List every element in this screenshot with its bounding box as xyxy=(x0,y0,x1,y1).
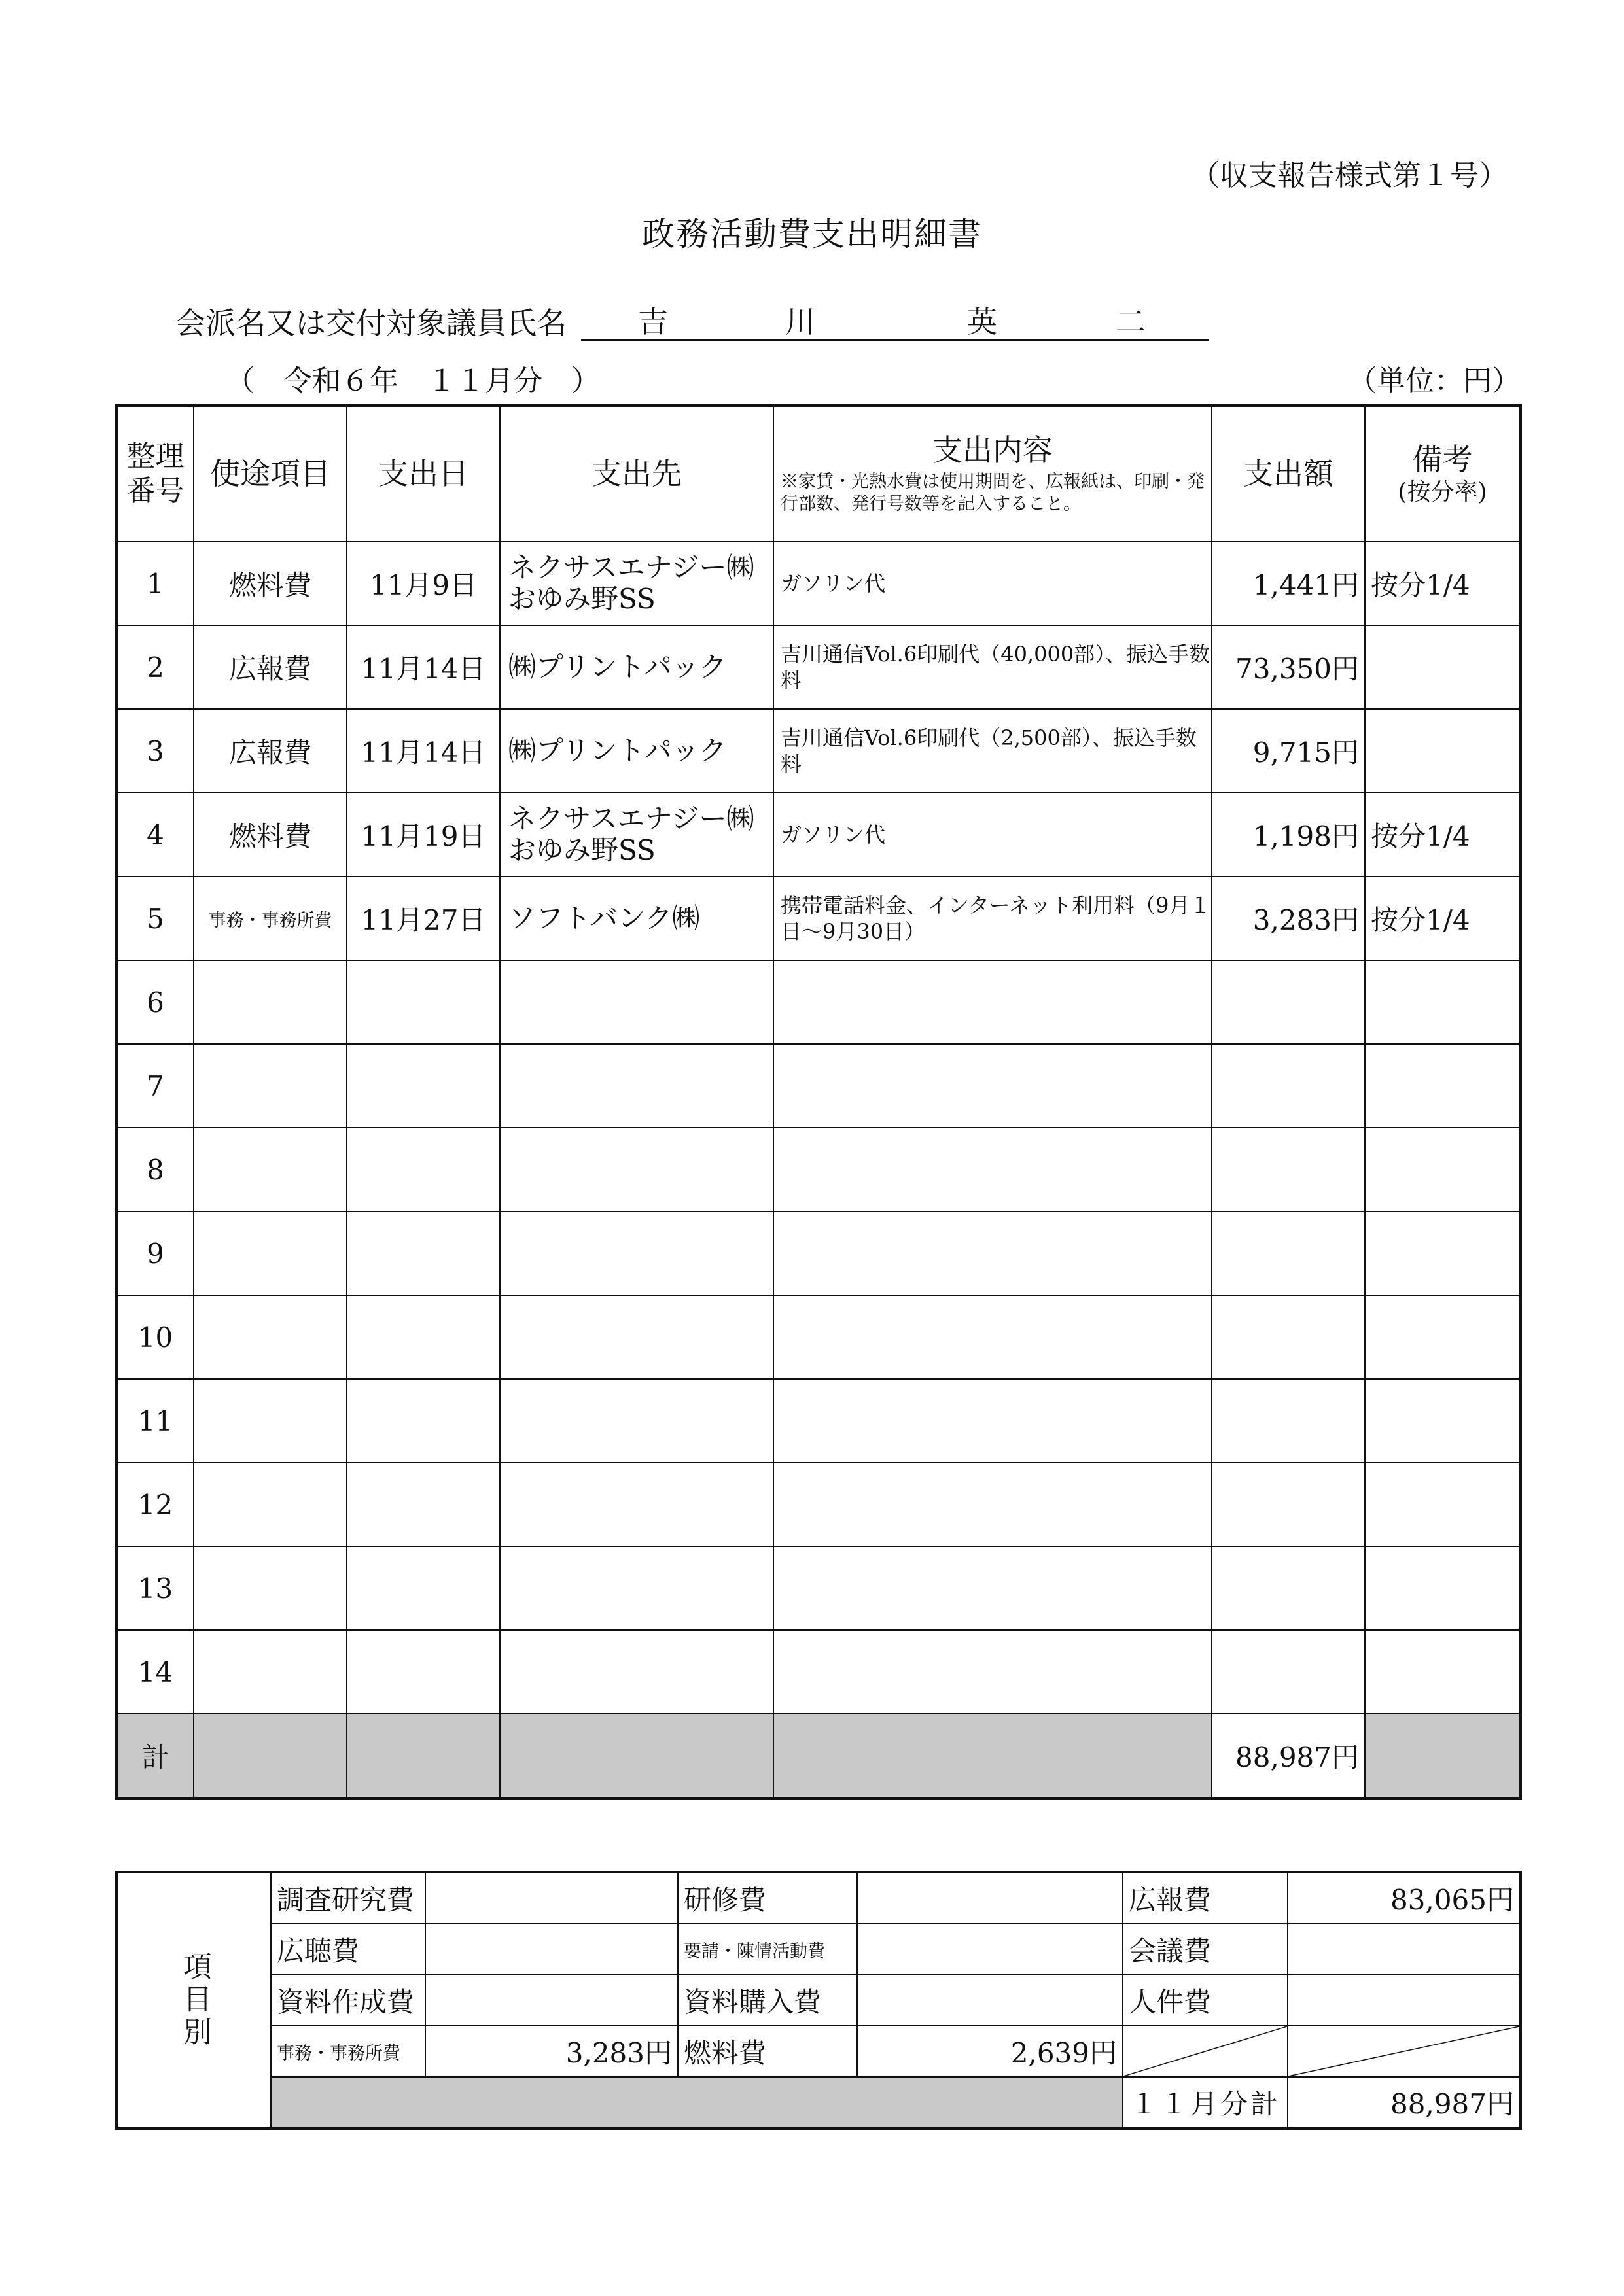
cell-date: 11月14日 xyxy=(347,709,500,793)
cell-date xyxy=(347,1379,500,1463)
header-note-title: 備考 xyxy=(1412,442,1473,478)
header-content xyxy=(773,406,1212,542)
cell-note xyxy=(1365,1379,1521,1463)
cell-amount xyxy=(1212,1379,1365,1463)
header-note xyxy=(1365,406,1521,542)
table-row xyxy=(116,1044,1521,1128)
table-header-row xyxy=(116,406,1521,542)
cell-date xyxy=(347,1128,500,1211)
diagonal-slash xyxy=(1288,2026,1519,2076)
cell-no: 13 xyxy=(116,1546,194,1630)
cell-note xyxy=(1365,1463,1521,1546)
cell-payee: ソフトバンク㈱ xyxy=(500,877,773,960)
cell-amount: 1,198円 xyxy=(1212,793,1365,877)
cell-content xyxy=(773,1295,1212,1379)
header-note-sub: (按分率) xyxy=(1398,478,1487,506)
cell-date xyxy=(347,1630,500,1714)
cell-no: 4 xyxy=(116,793,194,877)
cell-category xyxy=(194,1128,347,1211)
name-char-4: 二 xyxy=(1116,304,1146,339)
name-char-3: 英 xyxy=(967,304,997,339)
summary-value: 2,639円 xyxy=(857,2026,1123,2077)
cell-note xyxy=(1365,1546,1521,1630)
summary-row xyxy=(116,2077,1521,2129)
cell-no: 8 xyxy=(116,1128,194,1211)
cell-content xyxy=(773,1463,1212,1546)
cell-category xyxy=(194,1295,347,1379)
cell-content: ガソリン代 xyxy=(773,793,1212,877)
cell-category xyxy=(194,1463,347,1546)
cell-no: 7 xyxy=(116,1044,194,1128)
cell-category xyxy=(194,1546,347,1630)
cell-content: ガソリン代 xyxy=(773,542,1212,625)
cell-no: 10 xyxy=(116,1295,194,1379)
month-total-label: １１月分計 xyxy=(1123,2077,1288,2129)
table-row xyxy=(116,709,1521,793)
summary-label: 燃料費 xyxy=(678,2026,857,2077)
cell-amount xyxy=(1212,1463,1365,1546)
cell-note: 按分1/4 xyxy=(1365,542,1521,625)
summary-value xyxy=(425,1924,678,1975)
summary-label: 資料購入費 xyxy=(678,1975,857,2026)
cell-note: 按分1/4 xyxy=(1365,793,1521,877)
total-amount: 88,987円 xyxy=(1212,1714,1365,1798)
cell-content xyxy=(773,1128,1212,1211)
diagonal-slash xyxy=(1123,2026,1287,2076)
cell-date: 11月27日 xyxy=(347,877,500,960)
cell-category xyxy=(194,1379,347,1463)
cell-content xyxy=(773,1630,1212,1714)
name-underline xyxy=(581,339,1209,341)
name-char-2: 川 xyxy=(785,304,815,339)
expenditure-table xyxy=(115,404,1522,1800)
cell-category: 事務・事務所費 xyxy=(194,877,347,960)
name-char-1: 吉 xyxy=(638,304,668,339)
header-content-title: 支出内容 xyxy=(932,432,1053,468)
cell-payee xyxy=(500,960,773,1044)
summary-shaded-area xyxy=(271,2077,1123,2129)
cell-category: 燃料費 xyxy=(194,542,347,625)
summary-value xyxy=(1288,1975,1521,2026)
summary-value xyxy=(857,1872,1123,1924)
cell-payee xyxy=(500,1379,773,1463)
month-total-value: 88,987円 xyxy=(1288,2077,1521,2129)
header-payee: 支出先 xyxy=(500,406,773,542)
cell-note xyxy=(1365,1044,1521,1128)
cell-payee: ネクサスエナジー㈱おゆみ野SS xyxy=(500,793,773,877)
cell-no: 12 xyxy=(116,1463,194,1546)
table-row xyxy=(116,1295,1521,1379)
header-category: 使途項目 xyxy=(194,406,347,542)
cell-note xyxy=(1365,625,1521,709)
cell-category xyxy=(194,1630,347,1714)
cell-note xyxy=(1365,1295,1521,1379)
cell-date: 11月14日 xyxy=(347,625,500,709)
cell-date xyxy=(347,1546,500,1630)
cell-date xyxy=(347,1211,500,1295)
table-row xyxy=(116,1546,1521,1630)
cell-date xyxy=(347,1044,500,1128)
cell-amount xyxy=(1212,1128,1365,1211)
cell-payee: ㈱プリントパック xyxy=(500,625,773,709)
summary-label: 広報費 xyxy=(1123,1872,1288,1924)
cell-date xyxy=(347,960,500,1044)
cell-amount xyxy=(1212,1044,1365,1128)
cell-category: 燃料費 xyxy=(194,793,347,877)
summary-value xyxy=(425,1872,678,1924)
report-period: （ 令和６年 １１月分 ） xyxy=(226,364,600,398)
name-label: 会派名又は交付対象議員氏名 xyxy=(175,305,567,341)
cell-amount: 9,715円 xyxy=(1212,709,1365,793)
total-shaded-cell xyxy=(500,1714,773,1798)
summary-value: 83,065円 xyxy=(1288,1872,1521,1924)
cell-payee: ネクサスエナジー㈱おゆみ野SS xyxy=(500,542,773,625)
summary-row xyxy=(116,2026,1521,2077)
header-amount: 支出額 xyxy=(1212,406,1365,542)
cell-content xyxy=(773,1211,1212,1295)
cell-no: 14 xyxy=(116,1630,194,1714)
cell-amount xyxy=(1212,960,1365,1044)
table-row xyxy=(116,1211,1521,1295)
cell-payee xyxy=(500,1295,773,1379)
cell-category: 広報費 xyxy=(194,709,347,793)
cell-no: 5 xyxy=(116,877,194,960)
summary-value: 3,283円 xyxy=(425,2026,678,2077)
total-row xyxy=(116,1714,1521,1798)
cell-payee xyxy=(500,1211,773,1295)
summary-value xyxy=(425,1975,678,2026)
form-number: （収支報告様式第１号） xyxy=(1191,159,1508,192)
summary-label: 要請・陳情活動費 xyxy=(678,1924,857,1975)
total-shaded-cell xyxy=(194,1714,347,1798)
cell-category: 広報費 xyxy=(194,625,347,709)
table-row xyxy=(116,542,1521,625)
category-summary-table xyxy=(115,1871,1522,2130)
cell-payee: ㈱プリントパック xyxy=(500,709,773,793)
summary-label: 資料作成費 xyxy=(271,1975,425,2026)
cell-content: 吉川通信Vol.6印刷代（2,500部）、振込手数料 xyxy=(773,709,1212,793)
cell-date: 11月9日 xyxy=(347,542,500,625)
total-label: 計 xyxy=(116,1714,194,1798)
total-shaded-cell xyxy=(1365,1714,1521,1798)
header-date: 支出日 xyxy=(347,406,500,542)
cell-note xyxy=(1365,709,1521,793)
cell-content xyxy=(773,1379,1212,1463)
cell-no: 6 xyxy=(116,960,194,1044)
cell-amount: 1,441円 xyxy=(1212,542,1365,625)
table-row xyxy=(116,1630,1521,1714)
crossed-out-cell xyxy=(1288,2026,1521,2077)
cell-no: 11 xyxy=(116,1379,194,1463)
table-row xyxy=(116,1463,1521,1546)
cell-date xyxy=(347,1463,500,1546)
cell-payee xyxy=(500,1128,773,1211)
cell-note xyxy=(1365,1128,1521,1211)
unit-label: （単位：円） xyxy=(1348,364,1521,398)
summary-label: 広聴費 xyxy=(271,1924,425,1975)
cell-category xyxy=(194,1044,347,1128)
cell-no: 3 xyxy=(116,709,194,793)
cell-no: 2 xyxy=(116,625,194,709)
total-shaded-cell xyxy=(347,1714,500,1798)
cell-no: 1 xyxy=(116,542,194,625)
header-content-note: ※家賃・光熱水費は使用期間を、広報紙は、印刷・発行部数、発行号数等を記入すること。 xyxy=(781,472,1205,515)
cell-date: 11月19日 xyxy=(347,793,500,877)
cell-payee xyxy=(500,1463,773,1546)
cell-content xyxy=(773,960,1212,1044)
crossed-out-cell xyxy=(1123,2026,1288,2077)
table-row xyxy=(116,877,1521,960)
summary-value xyxy=(1288,1924,1521,1975)
table-row xyxy=(116,960,1521,1044)
cell-amount: 3,283円 xyxy=(1212,877,1365,960)
table-row xyxy=(116,1128,1521,1211)
cell-amount: 73,350円 xyxy=(1212,625,1365,709)
cell-amount xyxy=(1212,1546,1365,1630)
cell-content xyxy=(773,1044,1212,1128)
cell-no: 9 xyxy=(116,1211,194,1295)
cell-note xyxy=(1365,1630,1521,1714)
cell-date xyxy=(347,1295,500,1379)
summary-side-label: 項目別 xyxy=(116,1872,271,2129)
cell-category xyxy=(194,1211,347,1295)
summary-row xyxy=(116,1924,1521,1975)
cell-note: 按分1/4 xyxy=(1365,877,1521,960)
summary-label: 人件費 xyxy=(1123,1975,1288,2026)
cell-content xyxy=(773,1546,1212,1630)
page-title: 政務活動費支出明細書 xyxy=(642,215,982,253)
summary-value xyxy=(857,1975,1123,2026)
cell-content: 携帯電話料金、インターネット利用料（9月１日～9月30日） xyxy=(773,877,1212,960)
cell-payee xyxy=(500,1546,773,1630)
cell-category xyxy=(194,960,347,1044)
cell-payee xyxy=(500,1044,773,1128)
total-shaded-cell xyxy=(773,1714,1212,1798)
summary-label: 研修費 xyxy=(678,1872,857,1924)
summary-label: 会議費 xyxy=(1123,1924,1288,1975)
summary-row xyxy=(116,1872,1521,1924)
summary-value xyxy=(857,1924,1123,1975)
table-row xyxy=(116,625,1521,709)
summary-row xyxy=(116,1975,1521,2026)
cell-note xyxy=(1365,960,1521,1044)
cell-note xyxy=(1365,1211,1521,1295)
header-no: 整理番号 xyxy=(116,406,194,542)
cell-amount xyxy=(1212,1211,1365,1295)
table-row xyxy=(116,1379,1521,1463)
cell-payee xyxy=(500,1630,773,1714)
cell-content: 吉川通信Vol.6印刷代（40,000部）、振込手数料 xyxy=(773,625,1212,709)
cell-amount xyxy=(1212,1295,1365,1379)
table-row xyxy=(116,793,1521,877)
cell-amount xyxy=(1212,1630,1365,1714)
summary-label: 事務・事務所費 xyxy=(271,2026,425,2077)
summary-label: 調査研究費 xyxy=(271,1872,425,1924)
